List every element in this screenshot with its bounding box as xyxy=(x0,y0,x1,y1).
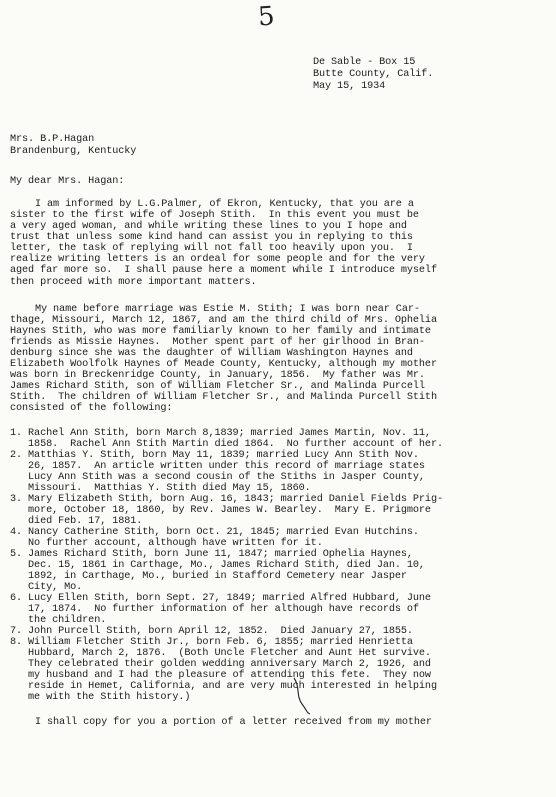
list-item: more, October 18, 1860, by Rev. James W. Bearley. Mary E. Prigmore xyxy=(10,505,431,516)
list-item: 8. William Fletcher Stith Jr., born Feb. 6, 1855; married Henrietta xyxy=(10,637,413,648)
address-line: Butte County, Calif. xyxy=(313,69,434,80)
list-item: 1858. Rachel Ann Stith Martin died 1864. No further account of her. xyxy=(10,439,443,450)
ink-mark xyxy=(290,676,314,716)
list-item: Hubbard, March 2, 1876. (Both Uncle Fletcher and Aunt Het survive. xyxy=(10,648,431,659)
paragraph-line: I am informed by L.G.Palmer, of Ekron, Kentucky, that you are a xyxy=(35,199,414,210)
list-item: the children. xyxy=(10,615,107,626)
list-item: 1892, in Carthage, Mo., buried in Stafford Cemetery near Jasper xyxy=(10,571,407,582)
list-item: 3. Mary Elizabeth Stith, born Aug. 16, 1843; married Daniel Fields Prig- xyxy=(10,494,443,505)
paragraph-line: a very aged woman, and while writing these lines to you I hope and xyxy=(10,221,407,232)
list-item: 26, 1857. An article written under this record of marriage states xyxy=(10,461,425,472)
list-item: me with the Stith history.) xyxy=(10,692,191,703)
paragraph-line: friends as Missie Haynes. Mother spent part of her girlhood in Bran- xyxy=(10,337,425,348)
page-number: 5 xyxy=(256,1,276,33)
list-item: Lucy Ann Stith was a second cousin of the Stiths in Jasper County, xyxy=(10,472,425,483)
recipient-name: Mrs. B.P.Hagan xyxy=(10,134,95,145)
paragraph-line: aged far more so. I shall pause here a moment while I introduce myself xyxy=(10,265,437,276)
paragraph-line: thage, Missouri, March 12, 1867, and am the third child of Mrs. Ophelia xyxy=(10,315,437,326)
list-item: my husband and I had the pleasure of attending this fete. They now xyxy=(10,670,431,681)
list-item: They celebrated their golden wedding anniversary March 2, 1926, and xyxy=(10,659,431,670)
list-item: No further account, although have written for it. xyxy=(10,538,323,549)
recipient-address: Brandenburg, Kentucky xyxy=(10,146,137,157)
paragraph-line: My name before marriage was Estie M. Stith; I was born near Car- xyxy=(35,304,420,315)
closing-line: I shall copy for you a portion of a letter received from my mother xyxy=(35,717,432,728)
address-line: De Sable - Box 15 xyxy=(313,57,416,68)
paragraph-line: Elizabeth Woolfolk Haynes of Meade County, Kentucky, although my mother xyxy=(10,359,437,370)
list-item: reside in Hemet, California, and are very much interested in helping xyxy=(10,681,437,692)
list-item: Missouri. Matthias Y. Stith died May 15, 1860. xyxy=(10,483,311,494)
list-item: City, Mo. xyxy=(10,582,83,593)
paragraph-line: denburg since she was the daughter of William Washington Haynes and xyxy=(10,348,413,359)
list-item: Dec. 15, 1861 in Carthage, Mo., James Richard Stith, died Jan. 10, xyxy=(10,560,425,571)
paragraph-line: trust that unless some kind hand can assist you in replying to this xyxy=(10,232,413,243)
paragraph-line: consisted of the following: xyxy=(10,403,173,414)
paragraph-line: then proceed with more important matters. xyxy=(10,277,257,288)
salutation: My dear Mrs. Hagan: xyxy=(10,176,125,187)
paragraph-line: James Richard Stith, son of William Fletcher Sr., and Malinda Purcell xyxy=(10,381,425,392)
paragraph-line: Haynes Stith, who was more familiarly known to her family and intimate xyxy=(10,326,431,337)
list-item: 6. Lucy Ellen Stith, born Sept. 27, 1849; married Alfred Hubbard, June xyxy=(10,593,431,604)
letter-date: May 15, 1934 xyxy=(313,81,386,92)
paragraph-line: sister to the first wife of Joseph Stith. In this event you must be xyxy=(10,210,419,221)
list-item: 7. John Purcell Stith, born April 12, 1852. Died January 27, 1855. xyxy=(10,626,413,637)
list-item: 17, 1874. No further information of her although have records of xyxy=(10,604,419,615)
paragraph-line: Stith. The children of William Fletcher Sr., and Malinda Purcell Stith xyxy=(10,392,437,403)
list-item: 2. Matthias Y. Stith, born May 11, 1839; married Lucy Ann Stith Nov. xyxy=(10,450,419,461)
list-item: 4. Nancy Catherine Stith, born Oct. 21, 1845; married Evan Hutchins. xyxy=(10,527,419,538)
list-item: 5. James Richard Stith, born June 11, 1847; married Ophelia Haynes, xyxy=(10,549,413,560)
paragraph-line: realize writing letters is an ordeal for some people and for the very xyxy=(10,254,425,265)
paragraph-line: was born in Breckenridge County, in January, 1856. My father was Mr. xyxy=(10,370,425,381)
list-item: 1. Rachel Ann Stith, born March 8,1839; married James Martin, Nov. 11, xyxy=(10,428,431,439)
paragraph-line: letter, the task of replying will not fall too heavily upon you. I xyxy=(10,243,413,254)
list-item: died Feb. 17, 1881. xyxy=(10,516,143,527)
